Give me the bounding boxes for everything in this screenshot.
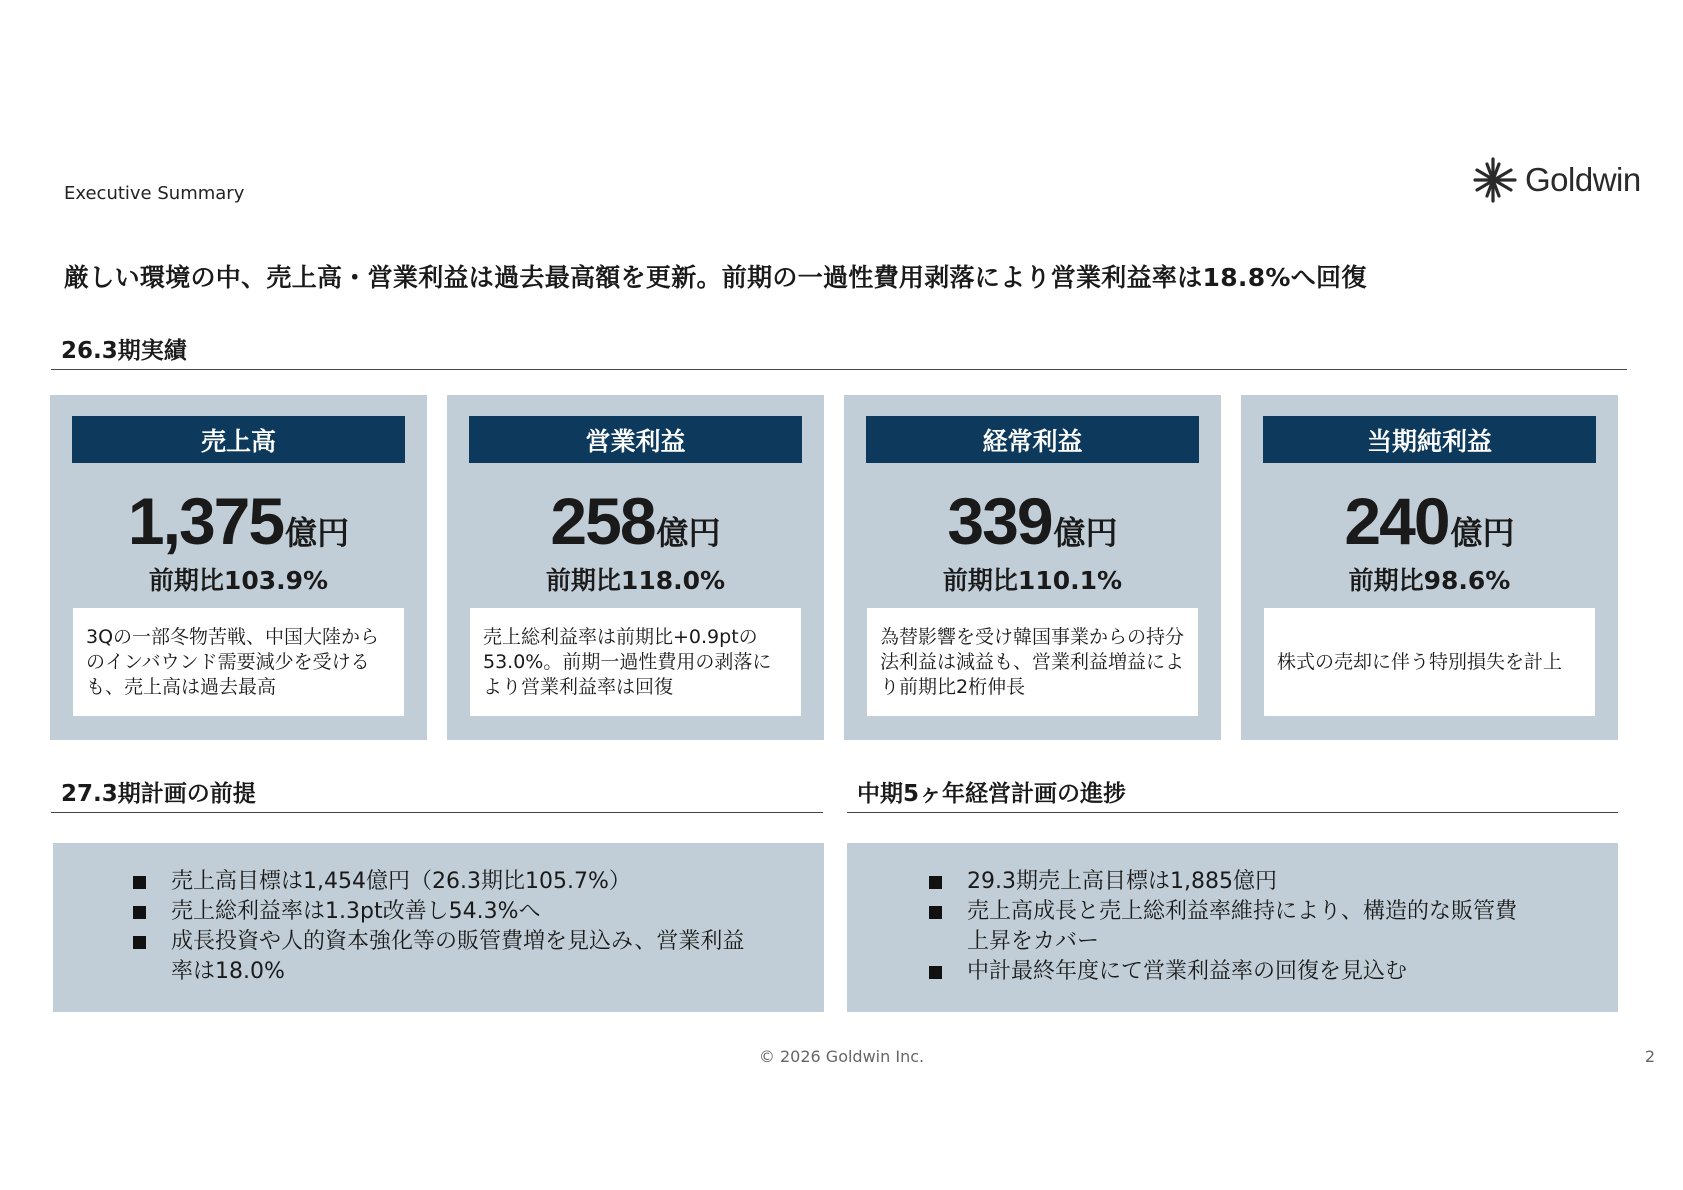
card-metric	[844, 483, 1221, 559]
midterm-bullets	[927, 867, 1517, 987]
card-metric	[1241, 483, 1618, 559]
card-label: 売上高	[72, 416, 405, 463]
card-ratio: 前期比98.6%	[1348, 566, 1511, 595]
card-note	[73, 608, 404, 716]
card-note	[867, 608, 1198, 716]
list-item: 売上高成長と売上総利益率維持により、構造的な販管費上昇をカバー	[927, 897, 1517, 957]
card-net-income	[1241, 395, 1618, 740]
card-unit: 億円	[1053, 514, 1118, 552]
card-note-text: 3Qの一部冬物苦戦、中国大陸からのインバウンド需要減少を受けるも、売上高は過去最高	[86, 625, 380, 698]
list-item: 売上高目標は1,454億円（26.3期比105.7%）	[131, 867, 751, 897]
card-label: 当期純利益	[1263, 416, 1596, 463]
card-value: 1,375	[127, 484, 284, 558]
card-unit: 億円	[285, 514, 350, 552]
midterm-divider	[847, 812, 1618, 813]
results-title: 26.3期実績	[61, 338, 187, 364]
card-operating-profit	[447, 395, 824, 740]
card-note	[1264, 608, 1595, 716]
goldwin-logo	[1473, 156, 1641, 204]
plan-panel	[53, 843, 824, 1012]
list-item: 売上総利益率は1.3pt改善し54.3%へ	[131, 897, 751, 927]
card-value: 258	[550, 484, 655, 558]
card-ordinary-profit	[844, 395, 1221, 740]
goldwin-logo-text: Goldwin	[1525, 161, 1641, 198]
headline: 厳しい環境の中、売上高・営業利益は過去最高額を更新。前期の一過性費用剥落により営業利益率は18.8%へ回復	[64, 263, 1367, 292]
card-metric	[447, 483, 824, 559]
card-note-text: 株式の売却に伴う特別損失を計上	[1277, 650, 1563, 673]
card-net-sales	[50, 395, 427, 740]
plan-divider	[51, 812, 823, 813]
page-number: 2	[1644, 1047, 1655, 1066]
list-item: 成長投資や人的資本強化等の販管費増を見込み、営業利益率は18.0%	[131, 927, 751, 987]
list-item: 29.3期売上高目標は1,885億円	[927, 867, 1517, 897]
plan-title: 27.3期計画の前提	[61, 781, 256, 807]
list-item: 中計最終年度にて営業利益率の回復を見込む	[927, 957, 1517, 987]
card-unit: 億円	[656, 514, 721, 552]
goldwin-logo-icon	[1473, 156, 1517, 204]
section-label: Executive Summary	[64, 183, 245, 204]
copyright: © 2026 Goldwin Inc.	[758, 1047, 925, 1066]
midterm-title: 中期5ヶ年経営計画の進捗	[857, 781, 1127, 807]
card-ratio: 前期比110.1%	[942, 566, 1123, 595]
card-value: 339	[947, 484, 1052, 558]
plan-bullets	[131, 867, 751, 987]
card-value: 240	[1344, 484, 1449, 558]
results-divider	[51, 369, 1627, 370]
card-label: 経常利益	[866, 416, 1199, 463]
card-ratio: 前期比103.9%	[148, 566, 329, 595]
card-note	[470, 608, 801, 716]
midterm-panel	[847, 843, 1618, 1012]
card-ratio: 前期比118.0%	[545, 566, 726, 595]
card-metric	[50, 483, 427, 559]
card-label: 営業利益	[469, 416, 802, 463]
card-unit: 億円	[1450, 514, 1515, 552]
card-note-text: 為替影響を受け韓国事業からの持分法利益は減益も、営業利益増益により前期比2桁伸長	[880, 625, 1185, 698]
card-note-text: 売上総利益率は前期比+0.9ptの53.0%。前期一過性費用の剥落により営業利益率は回復	[483, 625, 772, 698]
